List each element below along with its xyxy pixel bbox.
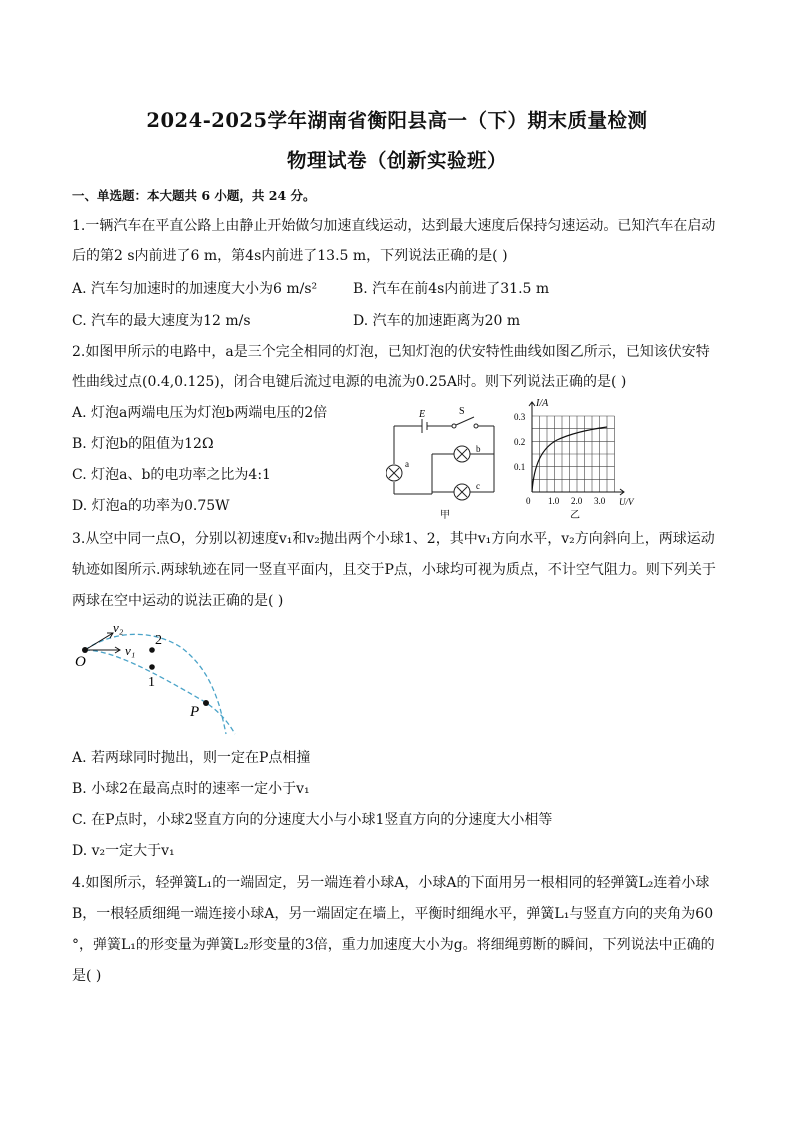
- ball-2-dot: [149, 647, 155, 653]
- origin-label: 0: [526, 496, 531, 506]
- exam-title: 2024-2025学年湖南省衡阳县高一（下）期末质量检测: [146, 109, 648, 132]
- q1-option-b: B. 汽车在前4s内前进了31.5 m: [353, 281, 550, 297]
- label-v1: v₁: [125, 643, 136, 658]
- q3-stem-line2: 轨迹如图所示.两球轨迹在同一竖直平面内，且交于P点，小球均可视为质点，不计空气阻力。则下列关于: [72, 562, 716, 578]
- point-o: [82, 647, 88, 653]
- ball-1-dot: [149, 664, 155, 670]
- circuit-diagram: [386, 406, 508, 522]
- section-heading: 一、单选题：本大题共 6 小题，共 24 分。: [72, 188, 316, 203]
- caption-jia: 甲: [440, 510, 450, 521]
- label-v2: v₂: [113, 620, 124, 635]
- ytick-0.2: 0.2: [514, 437, 526, 447]
- xtick-2.0: 2.0: [571, 496, 583, 506]
- label-ball-2: 2: [155, 633, 162, 648]
- label-ball-1: 1: [148, 675, 155, 690]
- q2-option-a: A. 灯泡a两端电压为灯泡b两端电压的2倍: [72, 405, 328, 421]
- graph-ylabel: I/A: [536, 398, 549, 409]
- switch-lever: [456, 417, 474, 425]
- q3-option-d: D. v₂一定大于v₁: [72, 843, 175, 859]
- label-b: b: [476, 444, 481, 454]
- label-a: a: [405, 459, 409, 469]
- q1-stem-line2: 后的第2 s内前进了6 m，第4s内前进了13.5 m，下列说法正确的是( ): [72, 248, 508, 264]
- q2-option-c: C. 灯泡a、b的电功率之比为4:1: [72, 467, 271, 483]
- q1-option-a: A. 汽车匀加速时的加速度大小为6 m/s²: [72, 281, 318, 297]
- q3-stem-line3: 两球在空中运动的说法正确的是( ): [72, 593, 284, 609]
- point-p: [203, 700, 209, 706]
- exam-subtitle: 物理试卷（创新实验班）: [286, 149, 507, 172]
- trajectory-ball-2: [85, 634, 226, 734]
- q3-option-a: A. 若两球同时抛出，则一定在P点相撞: [72, 750, 311, 766]
- graph-xlabel: U/V: [619, 497, 634, 507]
- label-p: P: [190, 704, 200, 720]
- xtick-1.0: 1.0: [548, 496, 560, 506]
- q2-stem-line1: 2.如图甲所示的电路中，a是三个完全相同的灯泡，已知灯泡的伏安特性曲线如图乙所示，已知该伏安特: [72, 344, 710, 360]
- q3-option-b: B. 小球2在最高点时的速率一定小于v₁: [72, 781, 310, 797]
- q4-stem-line4: 是( ): [72, 968, 102, 984]
- q4-stem-line1: 4.如图所示，轻弹簧L₁的一端固定，另一端连着小球A，小球A的下面用另一根相同的轻弹簧L₂连着小球: [72, 875, 710, 891]
- q1-option-c: C. 汽车的最大速度为12 m/s: [72, 313, 251, 329]
- q3-option-c: C. 在P点时，小球2竖直方向的分速度大小与小球1竖直方向的分速度大小相等: [72, 812, 553, 828]
- q2-stem-line2: 性曲线过点(0.4,0.125)，闭合电键后流过电源的电流为0.25A时。则下列说法正确的是( ): [72, 374, 627, 390]
- label-e: E: [419, 409, 426, 420]
- projectile-figure: [72, 616, 252, 740]
- q4-stem-line3: °，弹簧L₁的形变量为弹簧L₂形变量的3倍，重力加速度大小为g。将细绳剪断的瞬间，下列说法中正确的: [72, 937, 715, 953]
- label-o: O: [75, 654, 86, 670]
- iv-curve-graph: [512, 394, 646, 522]
- q3-stem-line1: 3.从空中同一点O，分别以初速度v₁和v₂抛出两个小球1、2，其中v₁方向水平，v₂方向斜向上，两球运动: [72, 531, 715, 547]
- q2-option-d: D. 灯泡a的功率为0.75W: [72, 498, 230, 514]
- q4-stem-line2: B，一根轻质细绳一端连接小球A，另一端固定在墙上，平衡时细绳水平，弹簧L₁与竖直方向的夹角为60: [72, 906, 714, 922]
- xtick-3.0: 3.0: [594, 496, 606, 506]
- ytick-0.1: 0.1: [514, 462, 526, 472]
- q2-option-b: B. 灯泡b的阻值为12Ω: [72, 436, 214, 452]
- label-s: S: [459, 406, 465, 417]
- caption-yi: 乙: [570, 510, 580, 521]
- q1-stem-line1: 1.一辆汽车在平直公路上由静止开始做匀加速直线运动，达到最大速度后保持匀速运动。已知汽车在启动: [72, 218, 716, 234]
- trajectory-ball-1: [85, 650, 235, 734]
- ytick-0.3: 0.3: [514, 412, 526, 422]
- label-c: c: [476, 481, 480, 491]
- q1-option-d: D. 汽车的加速距离为20 m: [353, 313, 521, 329]
